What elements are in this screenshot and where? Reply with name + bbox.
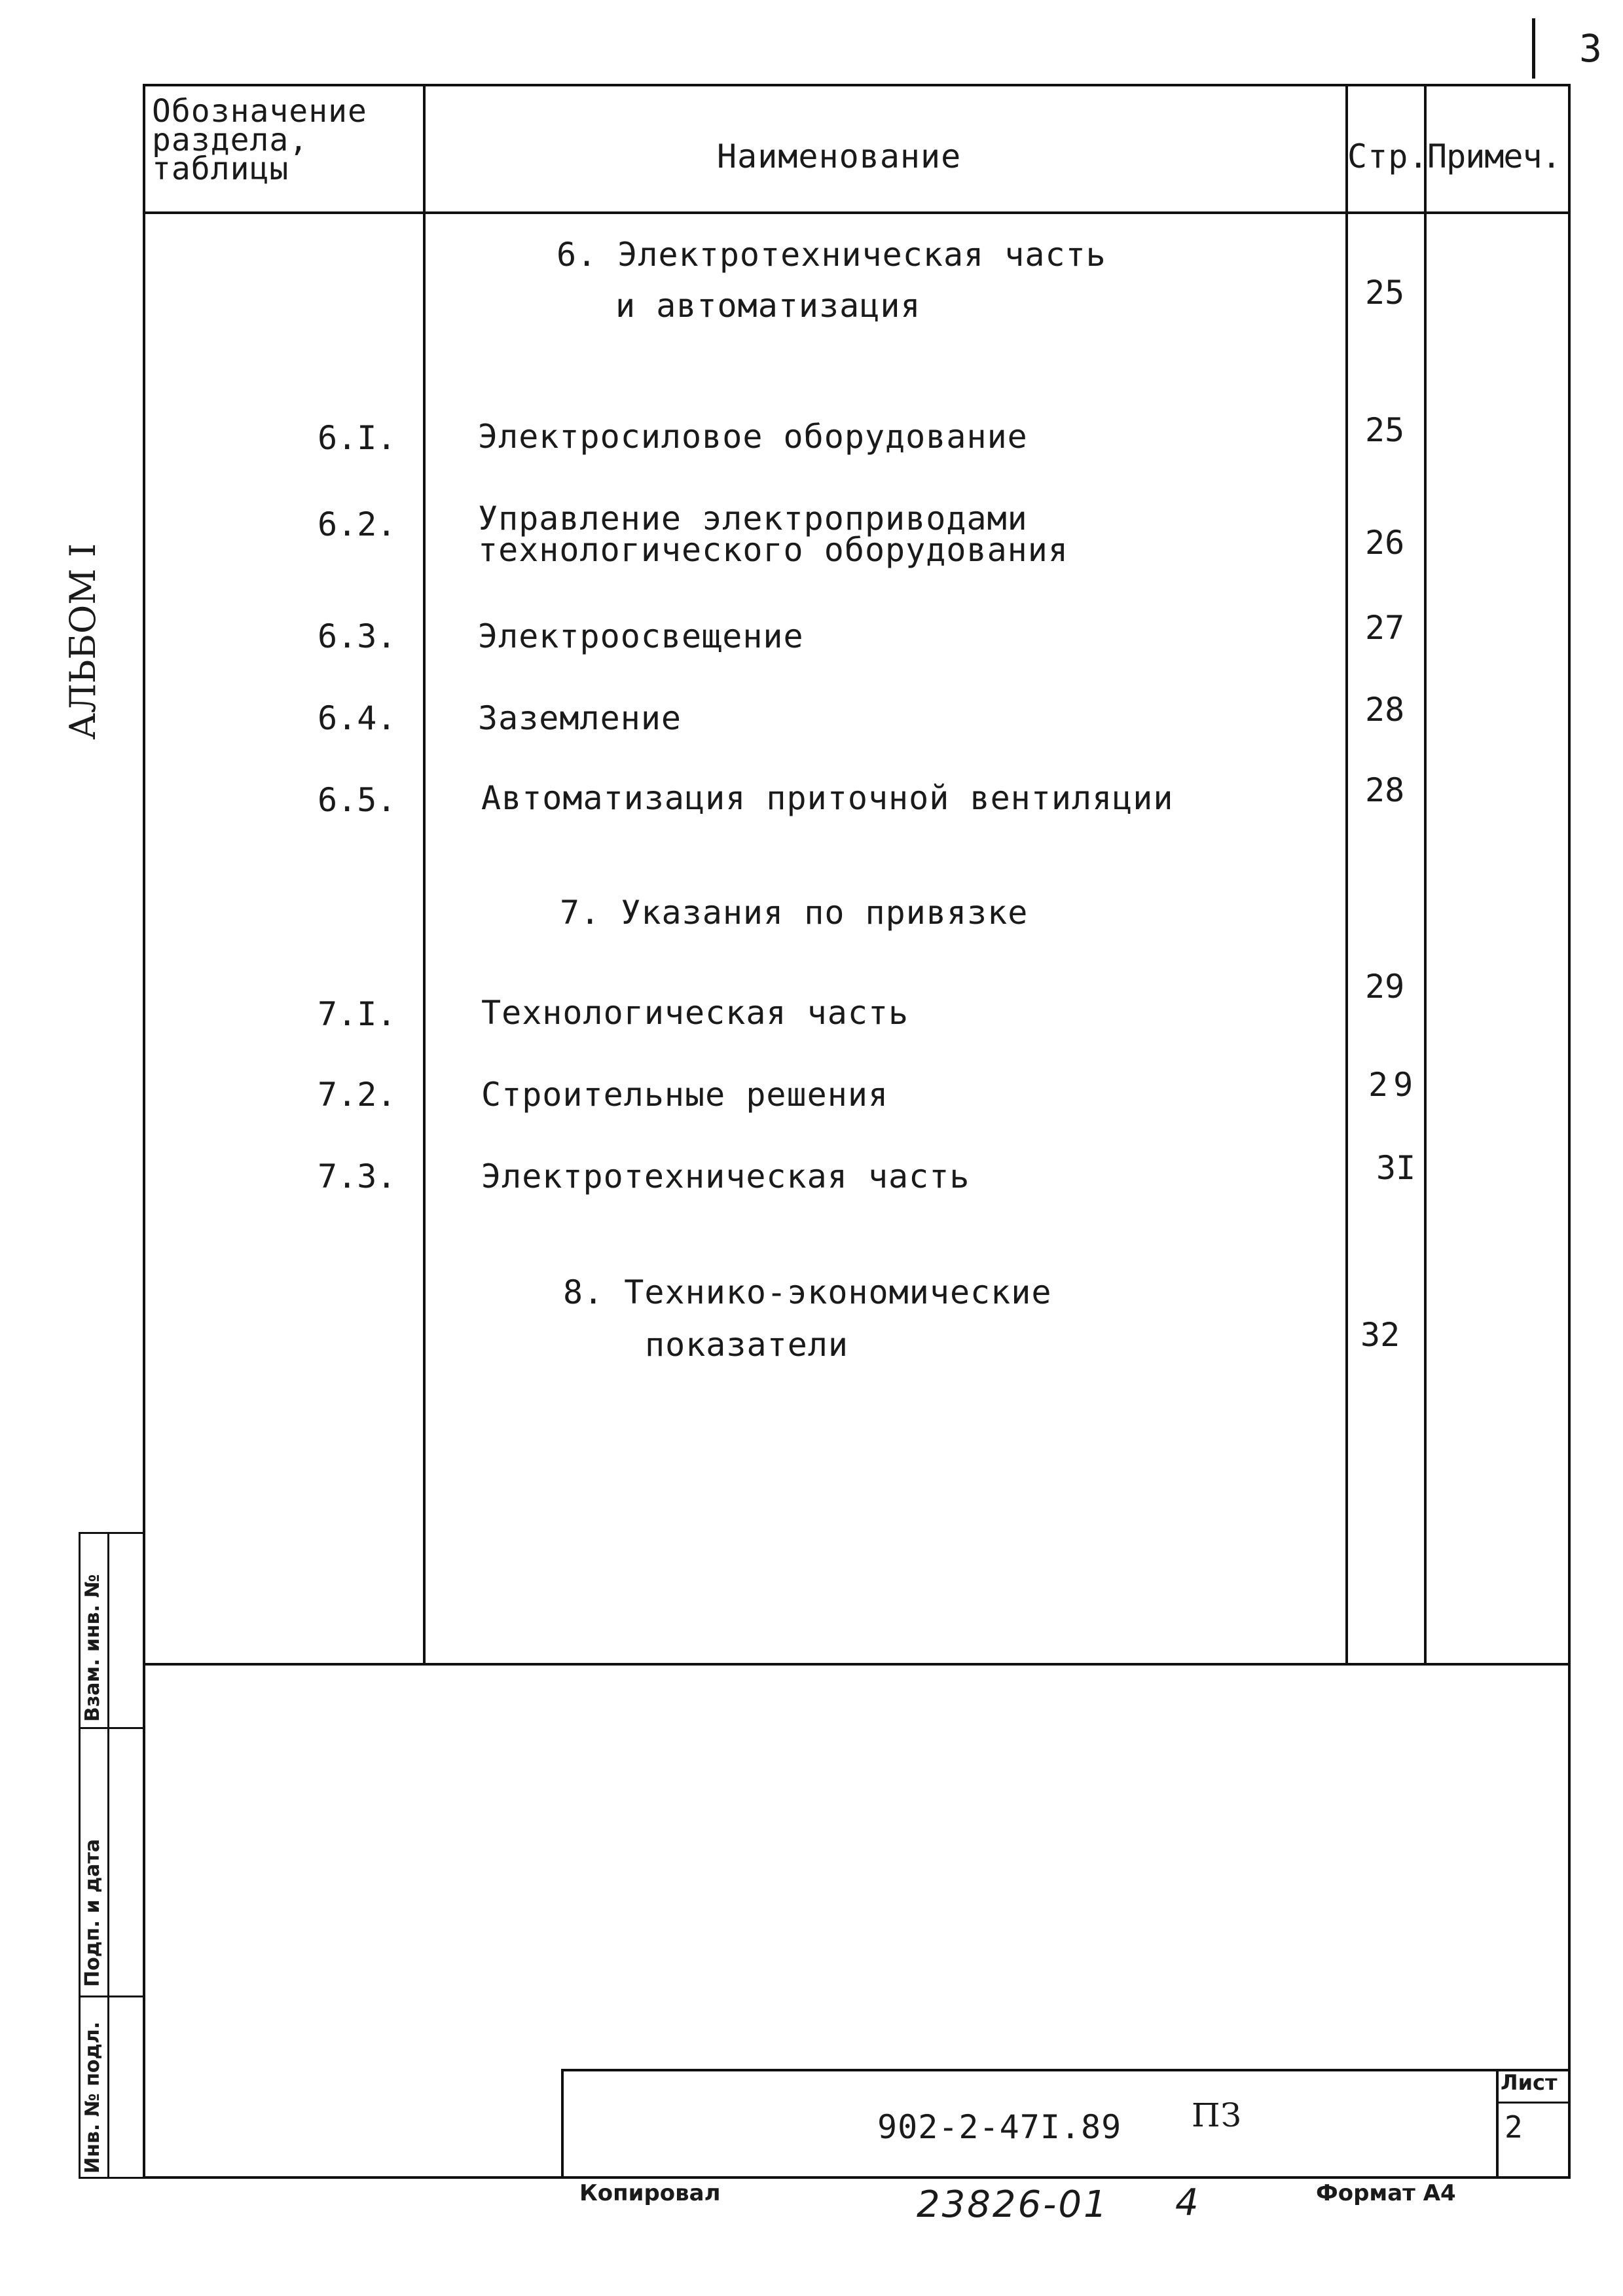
footer-copied: Копировал [579,2180,721,2206]
row-7-1-name: Технологическая часть [481,994,909,1032]
header-name: Наименование [717,137,962,175]
footer-handwritten-mark: 4 [1175,2181,1201,2224]
sheet-number: 2 [1504,2109,1523,2145]
side-stamp-vzam: Взам. инв. № [81,1574,104,1722]
row-6-4-name: Заземление [478,699,682,737]
row-6-4-page: 28 [1365,691,1405,729]
row-6-2-name-line-2: технологического оборудования [478,531,1068,569]
side-stamp-top [79,1532,143,1534]
section-8-title [563,1273,1051,1364]
section-8-page: 32 [1360,1316,1400,1354]
corner-page-number: 3 [1579,26,1602,71]
row-7-1-page: 29 [1365,968,1405,1006]
header-page: Стр. [1347,137,1429,175]
table-bottom-line [143,1663,1571,1666]
row-6-5-name: Автоматизация приточной вентиляции [481,779,1174,817]
col-line-1 [423,84,426,1664]
title-block-sheet-line [1496,2102,1571,2104]
side-stamp-inv: Инв. № подл. [81,2021,104,2174]
col-line-2 [1345,84,1348,1664]
row-7-3-name: Электротехническая часть [481,1157,970,1195]
row-6-2-number: 6.2. [318,505,397,543]
title-block-top [561,2069,1571,2071]
side-stamp-sep-1 [79,1727,143,1729]
document-type: ПЗ [1192,2096,1242,2134]
title-block-left [561,2069,564,2179]
album-label: АЛЬБОМ I [62,543,103,740]
row-7-3-page: 3I [1376,1149,1416,1187]
section-8-title-line-2: показатели [645,1326,849,1364]
section-6-title [556,236,1106,325]
row-6-2-page: 26 [1365,524,1405,562]
row-6-3-number: 6.3. [318,617,397,655]
corner-divider [1532,18,1535,79]
row-6-4-number: 6.4. [318,699,397,737]
side-stamp-sep-2 [79,1995,143,1997]
row-7-2-page: 29 [1368,1066,1419,1104]
header-designation-line-1: Обозначение [152,93,367,130]
section-6-page: 25 [1365,274,1405,312]
footer-handwritten-number: 23826-01 [917,2183,1109,2226]
row-6-3-page: 27 [1365,609,1405,647]
footer-format: Формат А4 [1316,2180,1456,2206]
header-designation-line-3: таблицы [152,151,289,187]
side-stamp-podp: Подп. и дата [81,1838,104,1987]
col-line-3 [1424,84,1427,1664]
header-designation-line-2: раздела, [152,122,309,158]
section-6-title-line-2: и автоматизация [615,287,921,325]
header-divider [143,211,1571,214]
row-7-2-name: Строительные решения [481,1076,889,1114]
document-code: 902-2-47I.89 [877,2108,1122,2146]
row-6-1-page: 25 [1365,411,1405,449]
row-7-2-number: 7.2. [318,1076,397,1114]
drawing-frame [143,84,1571,2179]
section-6-title-line-1: 6. Электротехническая часть [556,236,1106,274]
row-7-3-number: 7.3. [318,1157,397,1195]
side-stamp-inner-line [107,1532,109,2179]
section-8-title-line-1: 8. Технико-экономические [563,1273,1052,1311]
row-6-5-number: 6.5. [318,781,397,819]
row-6-2-name [478,500,1068,569]
row-6-1-name: Электросиловое оборудование [478,418,1028,456]
row-6-3-name: Электроосвещение [478,617,804,655]
header-note: Примеч. [1427,137,1561,175]
title-block-sheet-divider [1496,2069,1499,2179]
row-6-1-number: 6.I. [318,419,397,457]
row-6-5-page: 28 [1365,771,1405,809]
row-6-2-name-line-1: Управление электроприводами [478,500,1028,538]
row-7-1-number: 7.I. [318,995,397,1033]
sheet-label: Лист [1501,2070,1558,2095]
header-designation [152,93,367,187]
section-7-title: 7. Указания по привязке [560,894,1029,932]
